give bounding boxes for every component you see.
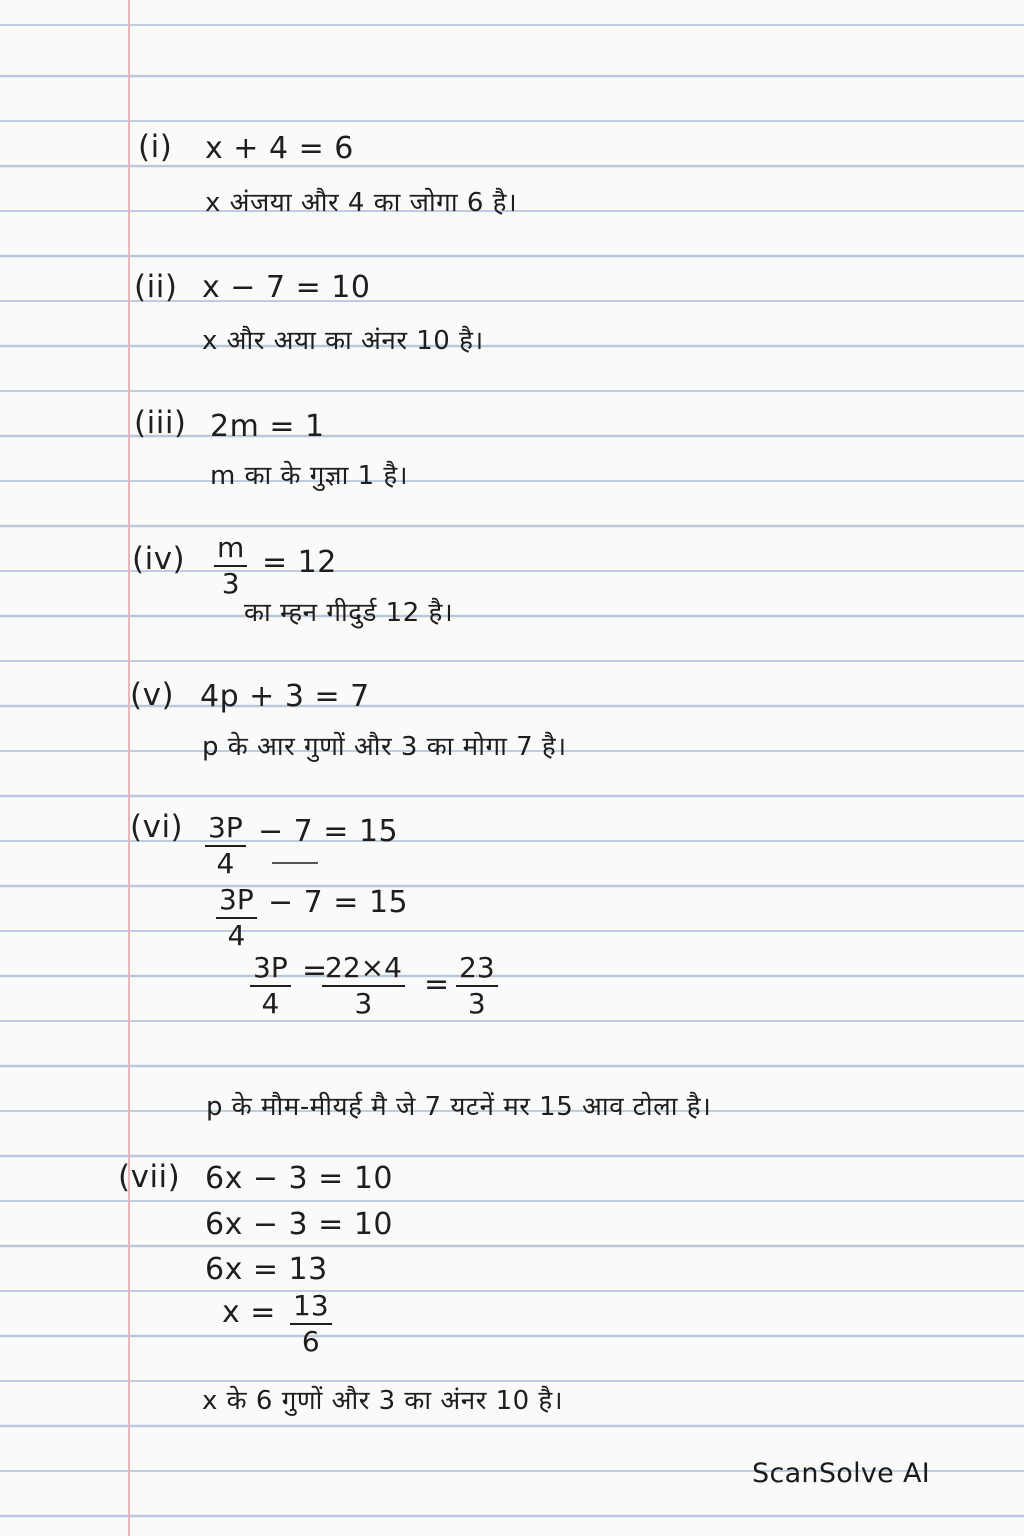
statement: x के 6 गुणों और 3 का अंनर 10 है। [202, 1386, 564, 1416]
denominator: 4 [227, 919, 246, 952]
equation-rest: = 12 [262, 545, 337, 580]
denominator: 6 [301, 1325, 320, 1358]
fraction [290, 1290, 332, 1358]
equation: x + 4 = 6 [205, 131, 354, 166]
problem-label: (i) [138, 129, 173, 165]
numerator: m [214, 532, 247, 567]
denominator: 3 [221, 567, 240, 600]
equation-rest: − 7 = 15 [258, 814, 399, 849]
numerator: 22×4 [322, 952, 405, 987]
problem-label: (vi) [130, 809, 184, 845]
equation-rest: − 7 = 15 [268, 885, 409, 920]
denominator: 4 [261, 987, 280, 1020]
step: x = [222, 1295, 276, 1330]
equation: x − 7 = 10 [202, 270, 371, 305]
equals-sign: = [424, 967, 450, 1002]
statement: m का के गुज्ञा 1 है। [210, 461, 409, 491]
numerator: 3P [216, 884, 257, 919]
underline-stroke [272, 862, 318, 864]
problem-label: (iii) [134, 405, 187, 441]
denominator: 3 [354, 987, 373, 1020]
problem-label: (ii) [134, 269, 178, 305]
brand-watermark: ScanSolve AI [752, 1458, 931, 1489]
denominator: 3 [467, 987, 486, 1020]
statement: का म्हन गीदुर्ड 12 है। [244, 598, 454, 628]
equation: 6x − 3 = 10 [205, 1161, 394, 1196]
numerator: 13 [290, 1290, 332, 1325]
numerator: 3P [205, 812, 246, 847]
step: 6x = 13 [205, 1252, 328, 1287]
denominator: 4 [216, 847, 235, 880]
numerator: 23 [456, 952, 498, 987]
fraction [250, 952, 291, 1020]
equals-sign: = [302, 953, 328, 988]
fraction [322, 952, 405, 1020]
fraction [205, 812, 246, 880]
step: 6x − 3 = 10 [205, 1207, 394, 1242]
equation: 2m = 1 [210, 409, 325, 444]
fraction [216, 884, 257, 952]
problem-label: (iv) [132, 541, 186, 577]
numerator: 3P [250, 952, 291, 987]
statement: x और अया का अंनर 10 है। [202, 326, 484, 356]
statement: p के मौम-मीयर्ह मै जे 7 यटनें मर 15 आव टोला है। [206, 1092, 712, 1122]
fraction [456, 952, 498, 1020]
equation: 4p + 3 = 7 [200, 679, 370, 714]
problem-label: (v) [130, 677, 175, 713]
problem-label: (vii) [118, 1159, 181, 1195]
margin-line [128, 0, 130, 1536]
statement: x अंजया और 4 का जोगा 6 है। [205, 188, 518, 218]
fraction [214, 532, 247, 600]
statement: p के आर गुणों और 3 का मोगा 7 है। [202, 732, 567, 762]
